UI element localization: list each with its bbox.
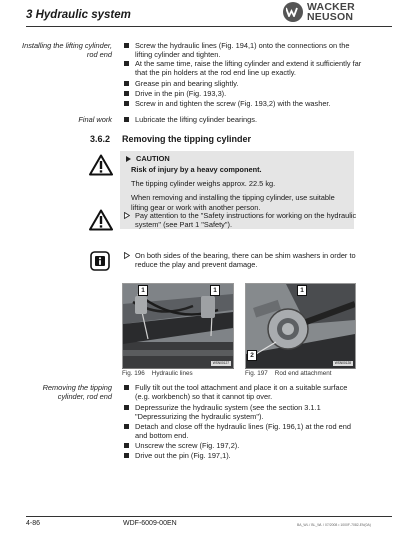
image-code: WSN00128 — [334, 361, 351, 365]
caution-risk: Risk of injury by a heavy component. — [131, 165, 262, 174]
callout-1: 1 — [210, 285, 220, 296]
remove-side-label: Removing the tipping cylinder, rod end — [42, 383, 112, 401]
figure-197-photo — [245, 283, 356, 369]
image-code: WSN00127 — [212, 361, 229, 365]
final-work-step: Lubricate the lifting cylinder bearings. — [124, 115, 364, 124]
chapter-title: 3 Hydraulic system — [26, 9, 131, 21]
info-icon — [90, 251, 110, 271]
callout-2: 2 — [247, 350, 257, 361]
document-id: WDF-6009-00EN — [123, 520, 177, 527]
remove-step-4: Unscrew the screw (Fig. 197,2). — [124, 441, 364, 450]
wacker-neuson-logo-icon — [283, 2, 303, 22]
install-step-4: Drive in the pin (Fig. 193,3). — [124, 89, 364, 98]
install-step-2: At the same time, raise the lifting cylinder and extend it sufficiently far that the pin holders at the rod end line up exactly. — [124, 59, 364, 78]
safety-note: Pay attention to the "Safety instructions for working on the hydraulic system" (see Part 1 "Safety"). — [124, 211, 360, 230]
header-divider — [26, 26, 392, 27]
caution-heading: CAUTION — [126, 154, 170, 163]
note-arrow-icon — [124, 252, 130, 259]
final-work-label: Final work — [78, 115, 112, 124]
caution-instruction: When removing and installing the tipping cylinder, use suitable lifting gear or work with another person. — [131, 193, 335, 212]
caution-weight: The tipping cylinder weighs approx. 22.5 kg. — [131, 179, 276, 188]
hydraulic-warning-icon — [89, 209, 113, 231]
remove-step-1: Fully tilt out the tool attachment and place it on a suitable surface (e.g. workbench) so that it cannot tip over. — [124, 383, 364, 402]
note-arrow-icon — [124, 212, 130, 219]
page-header — [0, 0, 416, 30]
callout-1: 1 — [138, 285, 148, 296]
remove-step-5: Drive out the pin (Fig. 197,1). — [124, 451, 364, 460]
remove-step-3: Detach and close off the hydraulic lines (Fig. 196,1) at the rod end and bottom end. — [124, 422, 364, 441]
brand-name: WACKER NEUSON — [307, 1, 355, 23]
install-step-1: Screw the hydraulic lines (Fig. 194,1) onto the connections on the lifting cylinder and tighten. — [124, 41, 364, 60]
section-number: 3.6.2 — [90, 134, 111, 144]
page-number: 4-86 — [26, 520, 41, 527]
install-step-3: Grease pin and bearing slightly. — [124, 79, 364, 88]
callout-1: 1 — [297, 285, 307, 296]
footer-divider — [26, 516, 392, 517]
install-step-5: Screw in and tighten the screw (Fig. 193,2) with the washer. — [124, 99, 364, 108]
install-side-label: Installing the lifting cylinder, rod end — [22, 41, 112, 59]
figure-197-caption: Fig. 197 Rod end attachment — [245, 370, 332, 377]
figure-196-caption: Fig. 196 Hydraulic lines — [122, 370, 193, 377]
caption-divider — [245, 368, 355, 369]
brand-logo — [283, 2, 395, 24]
warning-triangle-icon — [89, 154, 113, 176]
caution-arrow-icon — [126, 156, 131, 162]
remove-step-2: Depressurize the hydraulic system (see the section 3.1.1 "Depressurizing the hydraulic system"). — [124, 403, 364, 422]
figure-196-photo — [122, 283, 234, 369]
section-title: Removing the tipping cylinder — [122, 134, 252, 144]
info-note: On both sides of the bearing, there can be shim washers in order to reduce the play and prevent damage. — [124, 251, 360, 270]
footer-reference: BA_WL / BL_WL / 07/2008 • 1000F-7082-EN(0A) — [297, 523, 371, 527]
section-heading — [90, 134, 251, 144]
caption-divider — [122, 368, 234, 369]
